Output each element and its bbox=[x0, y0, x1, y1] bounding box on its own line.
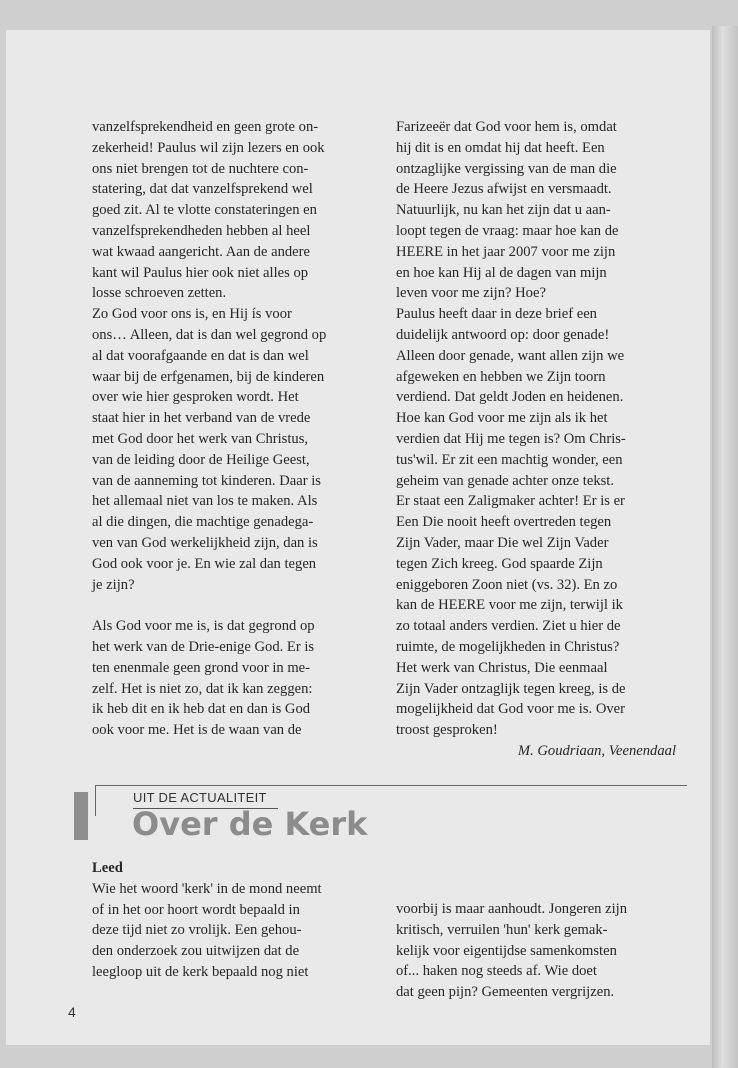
section-left-column bbox=[92, 858, 370, 983]
text-line: Natuurlijk, nu kan het zijn dat u aan- bbox=[396, 202, 611, 219]
text-line: of... haken nog steeds af. Wie doet bbox=[396, 963, 597, 980]
text-line: waar bij de erfgenamen, bij de kinderen bbox=[92, 368, 325, 385]
text-line: Er staat een Zaligmaker achter! Er is er bbox=[396, 493, 625, 510]
text-line: kelijk voor eigentijdse samenkomsten bbox=[396, 942, 617, 959]
text-line: Zijn Vader ontzaglijk tegen kreeg, is de bbox=[396, 680, 626, 697]
text-line: van de aanneming tot kinderen. Daar is bbox=[92, 472, 321, 489]
text-line: het allemaal niet van los te maken. Als bbox=[92, 493, 318, 510]
section-title: Over de Kerk bbox=[132, 805, 368, 843]
text-line: de Heere Jezus afwijst en versmaadt. bbox=[396, 181, 612, 198]
text-line: al die dingen, die machtige genadega- bbox=[92, 514, 314, 531]
text-line: goed zit. Al te vlotte constateringen en bbox=[92, 202, 317, 219]
left-para-1 bbox=[92, 117, 370, 595]
text-line: van de leiding door de Heilige Geest, bbox=[92, 451, 310, 468]
text-line: ten enenmale geen grond voor in me- bbox=[92, 659, 311, 676]
text-line: ons niet brengen tot de nuchtere con- bbox=[92, 160, 309, 177]
text-line: deze tijd niet zo vrolijk. Een gehou- bbox=[92, 922, 302, 939]
text-line: eniggeboren Zoon niet (vs. 32). En zo bbox=[396, 576, 618, 593]
text-line: voorbij is maar aanhoudt. Jongeren zijn bbox=[396, 901, 628, 917]
text-line: Als God voor me is, is dat gegrond op bbox=[92, 618, 315, 635]
text-line: staat hier in het verband van de vrede bbox=[92, 410, 311, 427]
text-line: Farizeeër dat God voor hem is, omdat bbox=[396, 119, 617, 135]
text-line: mogelijkheid dat God voor me is. Over bbox=[396, 701, 625, 718]
section-kicker: UIT DE ACTUALITEIT bbox=[133, 790, 267, 805]
text-line: ruimte, de mogelijkheden in Christus? bbox=[396, 638, 620, 655]
text-line: troost gesproken! bbox=[396, 722, 498, 739]
section-left-para bbox=[92, 879, 370, 983]
text-line: loopt tegen de vraag: maar hoe kan de bbox=[396, 222, 619, 239]
text-line: zekerheid! Paulus wil zijn lezers en ook bbox=[92, 139, 325, 156]
text-line: Zo God voor ons is, en Hij ís voor bbox=[92, 306, 292, 323]
text-line: Wie het woord 'kerk' in de mond neemt bbox=[92, 880, 322, 897]
text-line: ons… Alleen, dat is dan wel gegrond op bbox=[92, 326, 327, 343]
text-line: verdiend. Dat geldt Joden en heidenen. bbox=[396, 389, 624, 406]
article-left-column bbox=[92, 117, 370, 741]
text-line: ik heb dit en ik heb dat en dan is God bbox=[92, 701, 311, 718]
text-line: al dat voorafgaande en dat is dan wel bbox=[92, 347, 309, 364]
section-rule bbox=[95, 785, 687, 786]
section-marker-bar bbox=[74, 792, 88, 840]
author-signature: M. Goudriaan, Veenendaal bbox=[517, 742, 676, 759]
left-para-2 bbox=[92, 616, 370, 741]
text-line: Het werk van Christus, Die eenmaal bbox=[396, 659, 608, 676]
text-line: Hoe kan God voor me zijn als ik het bbox=[396, 410, 608, 427]
text-line: duidelijk antwoord op: door genade! bbox=[396, 326, 610, 343]
text-line: statering, dat dat vanzelfsprekend wel bbox=[92, 181, 313, 198]
text-line: met God door het werk van Christus, bbox=[92, 430, 309, 447]
text-line: tegen Zich kreeg. God spaarde Zijn bbox=[396, 555, 603, 572]
right-para bbox=[396, 117, 676, 741]
text-line: leegloop uit de kerk bepaald nog niet bbox=[92, 963, 309, 980]
text-line: God ook voor je. En wie zal dan tegen bbox=[92, 555, 317, 572]
text-line: losse schroeven zetten. bbox=[92, 285, 227, 302]
text-line: vanzelfsprekendheden hebben al heel bbox=[92, 222, 311, 239]
text-line: den onderzoek zou uitwijzen dat de bbox=[92, 943, 300, 960]
section-right-para bbox=[396, 899, 676, 1003]
text-line: je zijn? bbox=[92, 576, 135, 593]
text-line: Een Die nooit heeft overtreden tegen bbox=[396, 514, 612, 531]
text-line: hij dit is en omdat hij dat heeft. Een bbox=[396, 139, 605, 156]
section-right-column bbox=[396, 899, 676, 1003]
text-line: en hoe kan Hij al de dagen van mijn bbox=[396, 264, 607, 281]
text-line: ook voor me. Het is de waan van de bbox=[92, 722, 302, 739]
text-line: kant wil Paulus hier ook niet alles op bbox=[92, 264, 309, 281]
article-right-column bbox=[396, 117, 676, 762]
text-line: over wie hier gesproken wordt. Het bbox=[92, 389, 299, 406]
text-line: ven van God werkelijkheid zijn, dan is bbox=[92, 534, 318, 551]
text-line: Zijn Vader, maar Die wel Zijn Vader bbox=[396, 534, 609, 551]
text-line: het werk van de Drie-enige God. Er is bbox=[92, 638, 315, 655]
text-line: Paulus heeft daar in deze brief een bbox=[396, 306, 597, 323]
page-number: 4 bbox=[68, 1004, 76, 1020]
text-line: afgeweken en hebben we Zijn toorn bbox=[396, 368, 606, 385]
section-subhead: Leed bbox=[92, 860, 123, 876]
text-line: HEERE in het jaar 2007 voor me zijn bbox=[396, 243, 616, 260]
text-line: kan de HEERE voor me zijn, terwijl ik bbox=[396, 597, 623, 614]
text-line: zo totaal anders verdien. Ziet u hier de bbox=[396, 618, 621, 635]
text-line: vanzelfsprekendheid en geen grote on- bbox=[92, 119, 319, 135]
text-line: wat kwaad aangericht. Aan de andere bbox=[92, 243, 310, 260]
text-line: zelf. Het is niet zo, dat ik kan zeggen: bbox=[92, 680, 313, 697]
text-line: Alleen door genade, want allen zijn we bbox=[396, 347, 625, 364]
text-line: dat geen pijn? Gemeenten vergrijzen. bbox=[396, 984, 615, 1001]
text-line: tus'wil. Er zit een machtig wonder, een bbox=[396, 451, 623, 468]
page-spine bbox=[712, 26, 738, 1068]
text-line: verdien dat Hij me tegen is? Om Chris- bbox=[396, 430, 626, 447]
section-rule-vertical bbox=[95, 786, 96, 816]
text-line: leven voor me zijn? Hoe? bbox=[396, 285, 546, 302]
text-line: ontzaglijke vergissing van de man die bbox=[396, 160, 617, 177]
text-line: of in het oor hoort wordt bepaald in bbox=[92, 901, 300, 918]
text-line: kritisch, verruilen 'hun' kerk gemak- bbox=[396, 921, 608, 938]
text-line: geheim van genade achter onze tekst. bbox=[396, 472, 614, 489]
